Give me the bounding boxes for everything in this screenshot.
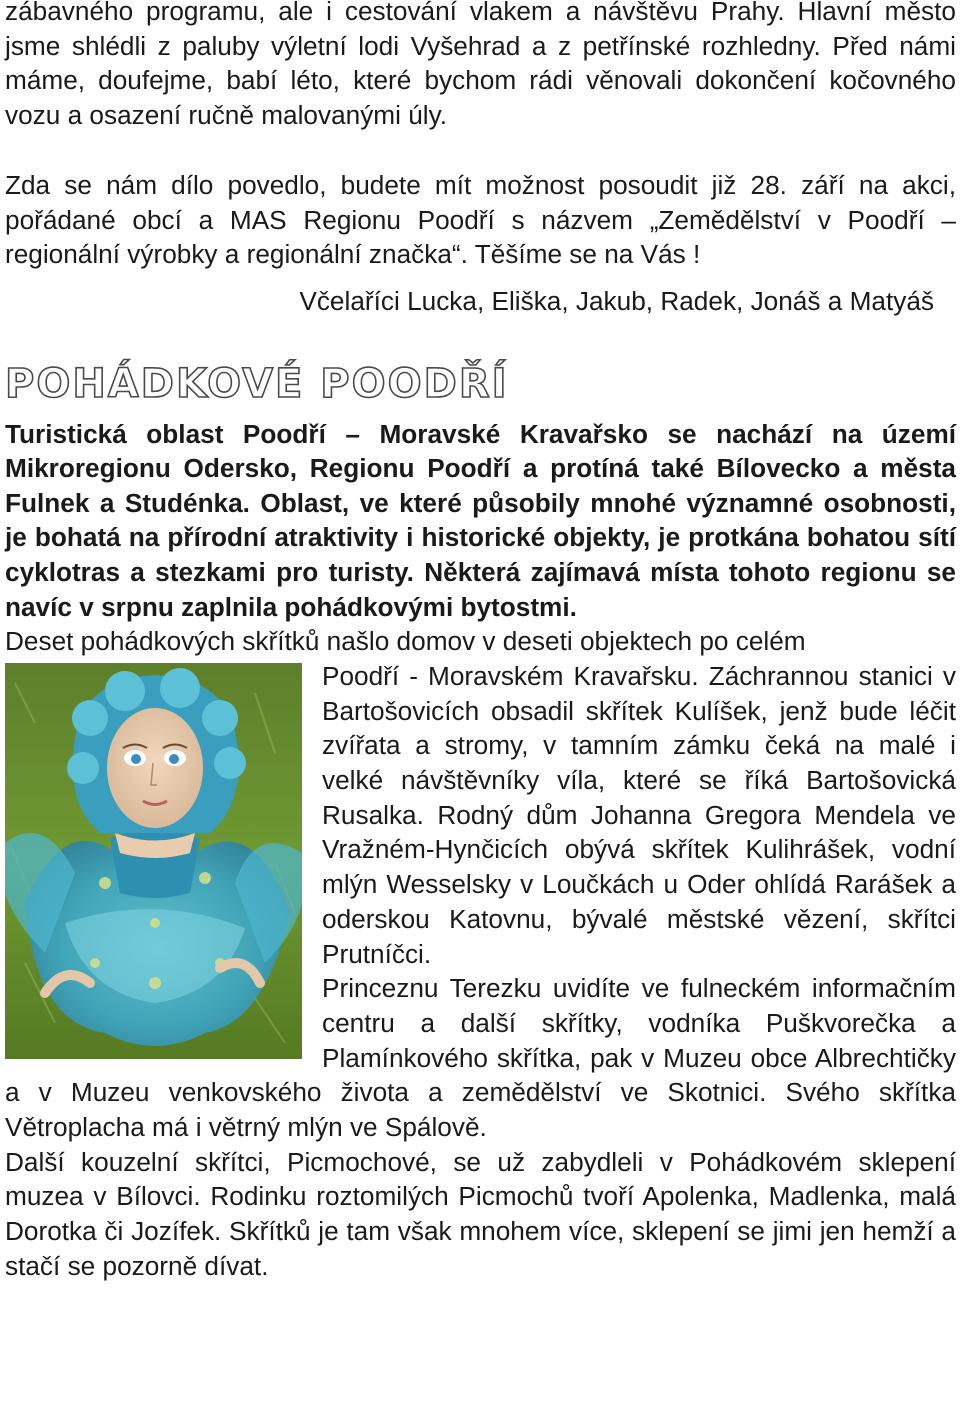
fairy-puppet-photo bbox=[5, 663, 302, 1059]
fairy-puppet-illustration bbox=[5, 663, 302, 1059]
body-last-paragraph: Další kouzelní skřítci, Picmochové, se už zabydleli v Pohádkovém sklepení muzea v Bílovci. Rodinku roztomilých Picmochů tvoří Apolenka, Madlenka, malá Dorotka či Jozífek. Skřítků je tam však mnohem více, sklepení se jimi jen hemží a stačí se pozorně dívat. bbox=[5, 1146, 956, 1281]
invitation-paragraph: Zda se nám dílo povedlo, budete mít možnost posoudit již 28. září na akci, pořádané obcí a MAS Regionu Poodří s názvem „Zemědělství v Poodří – regionální výrobky a regionální značka“. Těšíme se na Vás ! bbox=[5, 169, 956, 270]
document-page bbox=[5, 0, 956, 1284]
body-princess-paragraph: Princeznu Terezku uvidíte ve fulneckém informačním centru a další skřítky, vodníka Puškvorečka a Plamínkového skřítka, pak v Muzeu obce Albrechtičky a v Muzeu venkovského života a zemědělství ve Skotnici. Svého skřítka Větroplacha má i větrný mlýn ve Spálově. bbox=[5, 973, 956, 1143]
body-first-line: Deset pohádkových skřítků našlo domov v deseti objektech po celém bbox=[5, 626, 806, 657]
section-heading: POHÁDKOVÉ POODŘÍ bbox=[5, 360, 509, 407]
intro-paragraph: zábavného programu, ale i cestování vlakem a návštěvu Prahy. Hlavní město jsme shlédli z paluby výletní lodi Vyšehrad a z petřínské rozhledny. Před námi máme, doufejme, babí léto, které bychom rádi věnovali dokončení kočovného vozu a osazení ručně malovanými úly. bbox=[5, 0, 956, 131]
signature-line: Včelaříci Lucka, Eliška, Jakub, Radek, Jonáš a Matyáš bbox=[299, 285, 934, 316]
lead-paragraph: Turistická oblast Poodří – Moravské Kravařsko se nachází na území Mikroregionu Odersko, Regionu Poodří a protíná také Bílovecko a města Fulnek a Studénka. Oblast, ve které působily mnohé významné osobnosti, je bohatá na přírodní atraktivity i historické objekty, je protkána bohatou sítí cyklotras a stezkami pro turisty. Některá zajímavá místa tohoto regionu se navíc v srpnu zaplnila pohádkovými bytostmi. bbox=[5, 418, 956, 622]
body-wrap-paragraph: Poodří - Moravském Kravařsku. Záchrannou stanici v Bartošovicích obsadil skřítek Kulíšek, jenž bude léčit zvířata a stromy, v tamním zámku čeká na malé i velké návštěvníky víla, které se říká Bartošovická Rusalka. Rodný dům Johanna Gregora Mendela ve Vražném-Hynčicích obývá skřítek Kulihrášek, vodní mlýn Wesselsky v Loučkách u Oder ohlídá Rarášek a oderskou Katovnu, bývalé městské vězení, skřítci Prutníčci. bbox=[322, 660, 956, 969]
